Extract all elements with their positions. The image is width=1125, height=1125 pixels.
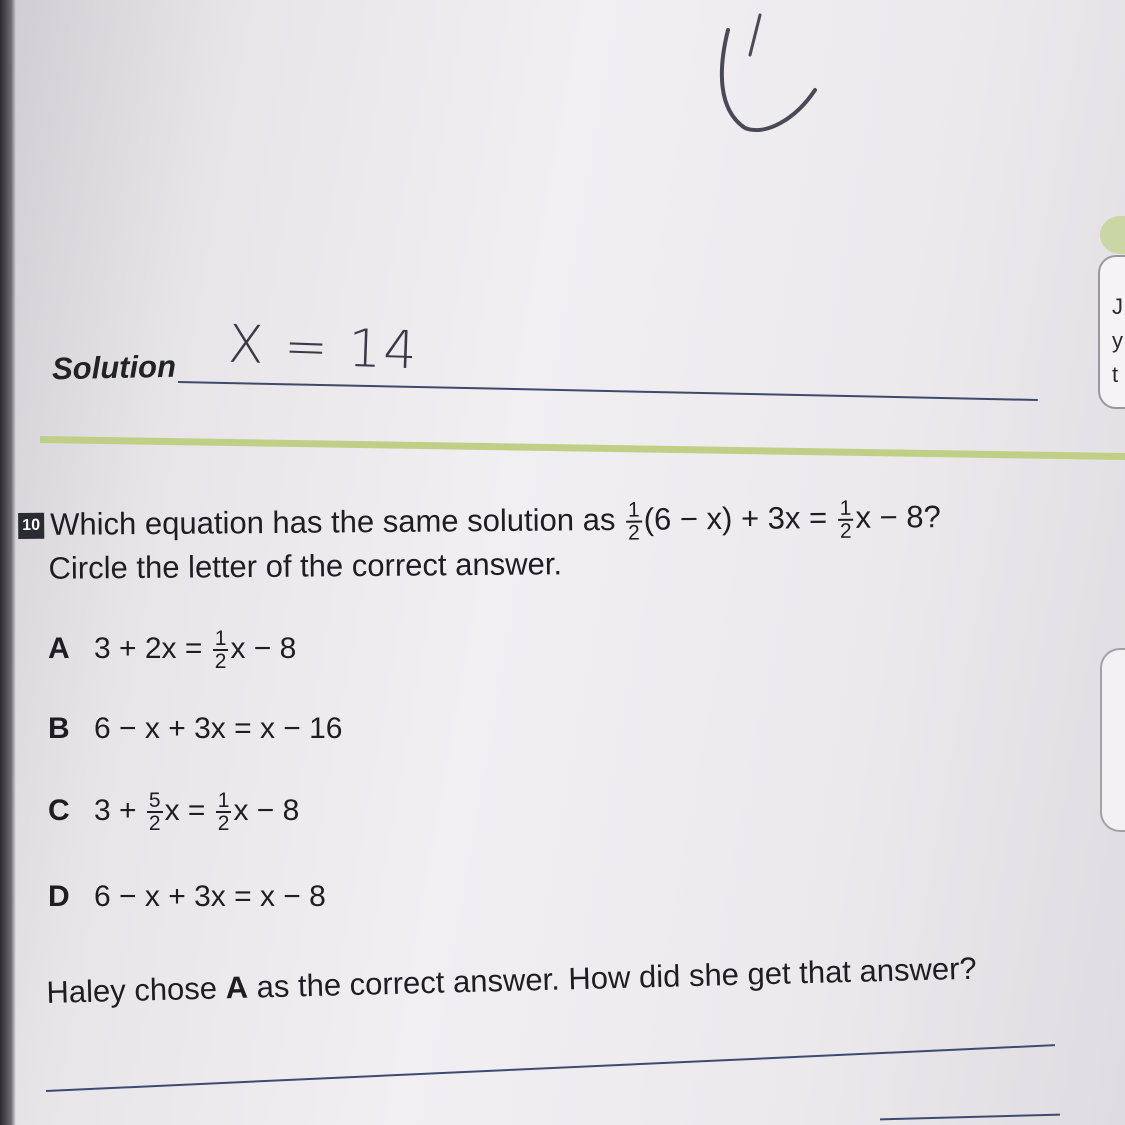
choice-a-pre: 3 + 2x = — [94, 631, 211, 665]
solution-label: Solution — [51, 348, 177, 387]
prompt-expression-b: x − 8? — [855, 499, 941, 535]
prompt-start: Which equation has the same solution as — [50, 501, 625, 542]
sidebar-tab-lower — [1100, 648, 1125, 832]
choice-d[interactable] — [48, 880, 326, 914]
followup-post: as the correct answer. How did she get that answer? — [247, 950, 978, 1005]
choice-letter[interactable]: A — [48, 631, 70, 665]
followup-pre: Haley chose — [46, 970, 227, 1010]
choice-d-equation: 6 − x + 3x = x − 8 — [94, 880, 326, 913]
response-line[interactable] — [46, 1044, 1055, 1092]
choice-letter[interactable]: C — [48, 793, 70, 827]
choice-c-post: x − 8 — [233, 793, 300, 827]
page-shadow-edge — [0, 0, 16, 1125]
followup-question — [46, 951, 977, 1011]
choice-b[interactable] — [48, 712, 343, 746]
fraction-one-half: $\frac{1}{2}$ — [217, 789, 230, 835]
response-line-2[interactable] — [880, 1114, 1060, 1121]
choice-letter[interactable]: D — [48, 880, 70, 913]
handwritten-solution: X = 14 — [227, 314, 420, 382]
question-prompt — [50, 497, 941, 549]
question-instruction: Circle the letter of the correct answer. — [48, 546, 563, 586]
choice-a[interactable] — [48, 628, 296, 672]
handwritten-check-mark — [700, 10, 840, 140]
section-divider — [40, 436, 1125, 460]
sidebar-tab-text: J y t — [1112, 294, 1123, 387]
fraction-one-half: $\frac{1}{2}$ — [214, 627, 227, 673]
fraction-one-half-2: $\frac{1}{2}$ — [839, 496, 852, 543]
choice-a-post: x − 8 — [230, 631, 297, 665]
question-number-badge: 10 — [18, 513, 44, 539]
choice-c-mid: x = — [164, 793, 214, 827]
choice-c[interactable] — [48, 790, 299, 834]
choice-c-pre: 3 + — [94, 793, 145, 827]
solution-answer-line — [178, 381, 1038, 401]
question-10 — [18, 496, 1018, 586]
prompt-expression-a: (6 − x) + 3x = — [643, 500, 836, 537]
fraction-five-halves: $\frac{5}{2}$ — [148, 789, 161, 835]
choice-b-equation: 6 − x + 3x = x − 16 — [94, 712, 343, 745]
fraction-one-half: $\frac{1}{2}$ — [627, 498, 640, 545]
sidebar-tab-bubble — [1100, 216, 1125, 254]
choice-letter[interactable]: B — [48, 712, 70, 745]
followup-bold-answer: A — [225, 969, 249, 1006]
